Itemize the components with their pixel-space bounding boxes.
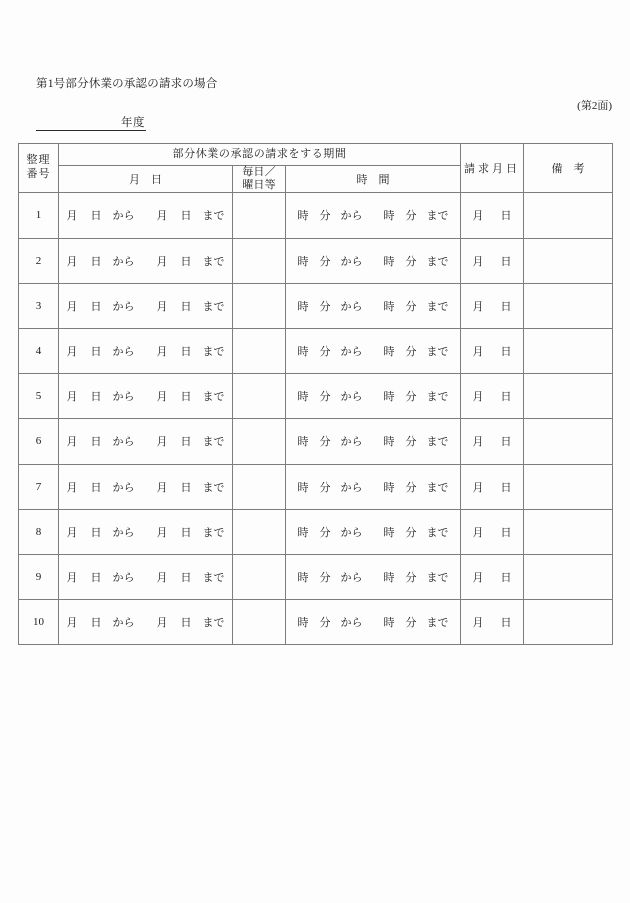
time-hour-from-label: 時 xyxy=(297,526,309,539)
time-until-label: まで xyxy=(426,571,449,584)
time-from-label: から xyxy=(340,210,363,223)
time-token-group xyxy=(286,207,460,223)
request-date-token-group xyxy=(461,433,523,449)
date-from-label: から xyxy=(112,617,135,630)
request-date-token-group xyxy=(461,253,523,269)
cell-frequency[interactable] xyxy=(233,554,286,599)
cell-request-date[interactable] xyxy=(461,464,524,509)
column-header-remarks: 備 考 xyxy=(524,144,613,193)
request-day-label: 日 xyxy=(500,210,512,223)
date-month-to-label: 月 xyxy=(156,346,168,359)
cell-period-date[interactable] xyxy=(59,419,233,464)
cell-remarks[interactable] xyxy=(524,419,613,464)
time-hour-to-label: 時 xyxy=(383,617,395,630)
time-minute-to-label: 分 xyxy=(405,526,417,539)
cell-period-date[interactable] xyxy=(59,374,233,419)
table-row xyxy=(19,193,613,238)
fiscal-year-underline xyxy=(36,130,146,131)
cell-request-date[interactable] xyxy=(461,283,524,328)
date-day-from-label: 日 xyxy=(90,436,102,449)
time-hour-from-label: 時 xyxy=(297,436,309,449)
cell-request-date[interactable] xyxy=(461,509,524,554)
date-token-group xyxy=(59,253,232,269)
request-day-label: 日 xyxy=(500,436,512,449)
time-token-group xyxy=(286,614,460,630)
cell-seq-no: 3 xyxy=(19,283,59,328)
time-minute-to-label: 分 xyxy=(405,617,417,630)
time-token-group xyxy=(286,524,460,540)
time-from-label: から xyxy=(340,391,363,404)
cell-time-range[interactable] xyxy=(286,554,461,599)
time-minute-from-label: 分 xyxy=(319,346,331,359)
time-hour-to-label: 時 xyxy=(383,210,395,223)
date-until-label: まで xyxy=(202,436,225,449)
time-hour-from-label: 時 xyxy=(297,346,309,359)
time-minute-from-label: 分 xyxy=(319,210,331,223)
request-date-token-group xyxy=(461,524,523,540)
cell-seq-no: 7 xyxy=(19,464,59,509)
time-minute-to-label: 分 xyxy=(405,436,417,449)
time-hour-to-label: 時 xyxy=(383,255,395,268)
cell-time-range[interactable] xyxy=(286,464,461,509)
cell-remarks[interactable] xyxy=(524,509,613,554)
cell-time-range[interactable] xyxy=(286,193,461,238)
time-from-label: から xyxy=(340,436,363,449)
date-token-group xyxy=(59,207,232,223)
date-month-to-label: 月 xyxy=(156,391,168,404)
time-hour-to-label: 時 xyxy=(383,481,395,494)
fiscal-year-field[interactable] xyxy=(36,113,146,131)
table-row xyxy=(19,374,613,419)
cell-seq-no: 8 xyxy=(19,509,59,554)
date-month-to-label: 月 xyxy=(156,255,168,268)
date-month-from-label: 月 xyxy=(66,300,78,313)
time-minute-to-label: 分 xyxy=(405,210,417,223)
date-month-to-label: 月 xyxy=(156,300,168,313)
date-token-group xyxy=(59,298,232,314)
date-until-label: まで xyxy=(202,571,225,584)
date-day-to-label: 日 xyxy=(180,210,192,223)
cell-frequency[interactable] xyxy=(233,600,286,645)
cell-remarks[interactable] xyxy=(524,600,613,645)
date-month-to-label: 月 xyxy=(156,436,168,449)
date-token-group xyxy=(59,524,232,540)
column-header-frequency xyxy=(233,166,286,193)
date-from-label: から xyxy=(112,391,135,404)
cell-seq-no: 10 xyxy=(19,600,59,645)
date-from-label: から xyxy=(112,346,135,359)
request-month-label: 月 xyxy=(472,255,484,268)
time-minute-from-label: 分 xyxy=(319,436,331,449)
time-minute-from-label: 分 xyxy=(319,526,331,539)
date-token-group xyxy=(59,388,232,404)
cell-request-date[interactable] xyxy=(461,600,524,645)
request-date-token-group xyxy=(461,388,523,404)
cell-frequency[interactable] xyxy=(233,283,286,328)
date-until-label: まで xyxy=(202,210,225,223)
date-from-label: から xyxy=(112,300,135,313)
time-hour-to-label: 時 xyxy=(383,526,395,539)
cell-frequency[interactable] xyxy=(233,374,286,419)
date-month-from-label: 月 xyxy=(66,210,78,223)
date-day-from-label: 日 xyxy=(90,481,102,494)
request-day-label: 日 xyxy=(500,526,512,539)
request-month-label: 月 xyxy=(472,210,484,223)
seq-no-line-1: 整理 xyxy=(26,154,51,167)
cell-time-range[interactable] xyxy=(286,419,461,464)
date-token-group xyxy=(59,614,232,630)
date-month-from-label: 月 xyxy=(66,436,78,449)
cell-frequency[interactable] xyxy=(233,238,286,283)
request-date-token-group xyxy=(461,207,523,223)
header-row-group xyxy=(19,144,613,166)
time-minute-to-label: 分 xyxy=(405,255,417,268)
time-minute-from-label: 分 xyxy=(319,481,331,494)
time-hour-to-label: 時 xyxy=(383,300,395,313)
time-token-group xyxy=(286,388,460,404)
cell-seq-no: 6 xyxy=(19,419,59,464)
time-from-label: から xyxy=(340,526,363,539)
date-day-to-label: 日 xyxy=(180,255,192,268)
cell-time-range[interactable] xyxy=(286,283,461,328)
cell-frequency[interactable] xyxy=(233,419,286,464)
date-month-from-label: 月 xyxy=(66,571,78,584)
time-minute-to-label: 分 xyxy=(405,481,417,494)
time-hour-to-label: 時 xyxy=(383,391,395,404)
date-month-from-label: 月 xyxy=(66,617,78,630)
date-month-from-label: 月 xyxy=(66,346,78,359)
date-month-to-label: 月 xyxy=(156,526,168,539)
date-month-to-label: 月 xyxy=(156,617,168,630)
request-day-label: 日 xyxy=(500,391,512,404)
column-header-time: 時 間 xyxy=(286,166,461,193)
cell-frequency[interactable] xyxy=(233,328,286,373)
request-date-token-group xyxy=(461,298,523,314)
date-month-to-label: 月 xyxy=(156,210,168,223)
time-until-label: まで xyxy=(426,210,449,223)
request-month-label: 月 xyxy=(472,391,484,404)
time-minute-to-label: 分 xyxy=(405,391,417,404)
cell-seq-no: 5 xyxy=(19,374,59,419)
date-until-label: まで xyxy=(202,481,225,494)
time-until-label: まで xyxy=(426,391,449,404)
date-day-to-label: 日 xyxy=(180,481,192,494)
cell-time-range[interactable] xyxy=(286,328,461,373)
time-token-group xyxy=(286,433,460,449)
time-until-label: まで xyxy=(426,346,449,359)
cell-seq-no: 9 xyxy=(19,554,59,599)
request-day-label: 日 xyxy=(500,481,512,494)
column-header-date: 月 日 xyxy=(59,166,233,193)
cell-remarks[interactable] xyxy=(524,193,613,238)
date-token-group xyxy=(59,479,232,495)
request-month-label: 月 xyxy=(472,346,484,359)
time-hour-to-label: 時 xyxy=(383,571,395,584)
request-day-label: 日 xyxy=(500,571,512,584)
cell-time-range[interactable] xyxy=(286,600,461,645)
date-day-from-label: 日 xyxy=(90,300,102,313)
date-day-from-label: 日 xyxy=(90,571,102,584)
table-row xyxy=(19,283,613,328)
time-until-label: まで xyxy=(426,300,449,313)
column-header-request-date: 請求月日 xyxy=(461,144,524,193)
seq-no-line-2: 番号 xyxy=(26,168,51,181)
cell-period-date[interactable] xyxy=(59,554,233,599)
time-minute-from-label: 分 xyxy=(319,300,331,313)
cell-seq-no: 2 xyxy=(19,238,59,283)
date-day-to-label: 日 xyxy=(180,617,192,630)
cell-period-date[interactable] xyxy=(59,600,233,645)
cell-period-date[interactable] xyxy=(59,193,233,238)
time-token-group xyxy=(286,569,460,585)
cell-time-range[interactable] xyxy=(286,509,461,554)
request-day-label: 日 xyxy=(500,255,512,268)
time-hour-from-label: 時 xyxy=(297,255,309,268)
table-header xyxy=(19,144,613,193)
date-from-label: から xyxy=(112,210,135,223)
time-from-label: から xyxy=(340,481,363,494)
cell-period-date[interactable] xyxy=(59,509,233,554)
date-month-from-label: 月 xyxy=(66,255,78,268)
date-from-label: から xyxy=(112,571,135,584)
time-until-label: まで xyxy=(426,526,449,539)
request-month-label: 月 xyxy=(472,571,484,584)
cell-frequency[interactable] xyxy=(233,193,286,238)
cell-time-range[interactable] xyxy=(286,374,461,419)
date-from-label: から xyxy=(112,526,135,539)
cell-period-date[interactable] xyxy=(59,328,233,373)
time-until-label: まで xyxy=(426,617,449,630)
date-until-label: まで xyxy=(202,255,225,268)
cell-period-date[interactable] xyxy=(59,283,233,328)
time-token-group xyxy=(286,253,460,269)
cell-request-date[interactable] xyxy=(461,419,524,464)
cell-remarks[interactable] xyxy=(524,374,613,419)
frequency-line-2: 曜日等 xyxy=(242,179,276,192)
time-token-group xyxy=(286,298,460,314)
request-day-label: 日 xyxy=(500,617,512,630)
table-row xyxy=(19,419,613,464)
date-until-label: まで xyxy=(202,391,225,404)
date-until-label: まで xyxy=(202,346,225,359)
cell-request-date[interactable] xyxy=(461,374,524,419)
time-minute-from-label: 分 xyxy=(319,255,331,268)
time-hour-from-label: 時 xyxy=(297,617,309,630)
time-token-group xyxy=(286,343,460,359)
page-number-label: (第2面) xyxy=(577,100,612,112)
date-token-group xyxy=(59,569,232,585)
time-minute-to-label: 分 xyxy=(405,300,417,313)
request-date-token-group xyxy=(461,569,523,585)
table-row xyxy=(19,554,613,599)
date-until-label: まで xyxy=(202,617,225,630)
cell-seq-no: 1 xyxy=(19,193,59,238)
request-date-token-group xyxy=(461,479,523,495)
table-row xyxy=(19,509,613,554)
date-day-from-label: 日 xyxy=(90,526,102,539)
time-until-label: まで xyxy=(426,255,449,268)
date-month-from-label: 月 xyxy=(66,391,78,404)
time-hour-from-label: 時 xyxy=(297,481,309,494)
date-day-to-label: 日 xyxy=(180,300,192,313)
date-day-from-label: 日 xyxy=(90,617,102,630)
time-minute-to-label: 分 xyxy=(405,346,417,359)
table-row xyxy=(19,600,613,645)
fiscal-year-label: 年度 xyxy=(121,117,145,129)
date-month-to-label: 月 xyxy=(156,481,168,494)
date-token-group xyxy=(59,343,232,359)
time-hour-from-label: 時 xyxy=(297,571,309,584)
request-month-label: 月 xyxy=(472,300,484,313)
frequency-line-1: 毎日／ xyxy=(242,166,276,178)
date-day-to-label: 日 xyxy=(180,526,192,539)
date-month-from-label: 月 xyxy=(66,526,78,539)
time-from-label: から xyxy=(340,346,363,359)
time-from-label: から xyxy=(340,617,363,630)
page-title: 第1号部分休業の承認の請求の場合 xyxy=(36,78,218,90)
time-hour-from-label: 時 xyxy=(297,300,309,313)
time-token-group xyxy=(286,479,460,495)
time-hour-from-label: 時 xyxy=(297,391,309,404)
cell-remarks[interactable] xyxy=(524,554,613,599)
date-day-to-label: 日 xyxy=(180,346,192,359)
date-day-from-label: 日 xyxy=(90,346,102,359)
request-month-label: 月 xyxy=(472,526,484,539)
cell-request-date[interactable] xyxy=(461,238,524,283)
time-minute-from-label: 分 xyxy=(319,617,331,630)
table-row xyxy=(19,238,613,283)
time-minute-from-label: 分 xyxy=(319,391,331,404)
time-from-label: から xyxy=(340,255,363,268)
request-month-label: 月 xyxy=(472,617,484,630)
column-header-period-group: 部分休業の承認の請求をする期間 xyxy=(59,144,461,166)
date-from-label: から xyxy=(112,481,135,494)
time-from-label: から xyxy=(340,571,363,584)
date-from-label: から xyxy=(112,436,135,449)
table-row xyxy=(19,328,613,373)
cell-request-date[interactable] xyxy=(461,554,524,599)
request-date-token-group xyxy=(461,614,523,630)
cell-request-date[interactable] xyxy=(461,328,524,373)
date-month-to-label: 月 xyxy=(156,571,168,584)
cell-frequency[interactable] xyxy=(233,464,286,509)
cell-seq-no: 4 xyxy=(19,328,59,373)
request-month-label: 月 xyxy=(472,481,484,494)
cell-frequency[interactable] xyxy=(233,509,286,554)
date-day-from-label: 日 xyxy=(90,255,102,268)
cell-remarks[interactable] xyxy=(524,283,613,328)
date-day-from-label: 日 xyxy=(90,391,102,404)
date-day-to-label: 日 xyxy=(180,391,192,404)
request-day-label: 日 xyxy=(500,300,512,313)
cell-period-date[interactable] xyxy=(59,464,233,509)
date-month-from-label: 月 xyxy=(66,481,78,494)
date-day-to-label: 日 xyxy=(180,571,192,584)
cell-remarks[interactable] xyxy=(524,464,613,509)
time-hour-from-label: 時 xyxy=(297,210,309,223)
request-date-token-group xyxy=(461,343,523,359)
time-minute-to-label: 分 xyxy=(405,571,417,584)
column-header-seq-no xyxy=(19,144,59,193)
cell-request-date[interactable] xyxy=(461,193,524,238)
date-until-label: まで xyxy=(202,526,225,539)
table-row xyxy=(19,464,613,509)
leave-request-table xyxy=(18,143,613,645)
date-token-group xyxy=(59,433,232,449)
date-from-label: から xyxy=(112,255,135,268)
time-until-label: まで xyxy=(426,481,449,494)
date-day-to-label: 日 xyxy=(180,436,192,449)
time-from-label: から xyxy=(340,300,363,313)
cell-remarks[interactable] xyxy=(524,238,613,283)
cell-time-range[interactable] xyxy=(286,238,461,283)
request-day-label: 日 xyxy=(500,346,512,359)
cell-remarks[interactable] xyxy=(524,328,613,373)
date-until-label: まで xyxy=(202,300,225,313)
time-minute-from-label: 分 xyxy=(319,571,331,584)
request-month-label: 月 xyxy=(472,436,484,449)
cell-period-date[interactable] xyxy=(59,238,233,283)
date-day-from-label: 日 xyxy=(90,210,102,223)
time-hour-to-label: 時 xyxy=(383,436,395,449)
time-until-label: まで xyxy=(426,436,449,449)
table-body xyxy=(19,193,613,645)
time-hour-to-label: 時 xyxy=(383,346,395,359)
